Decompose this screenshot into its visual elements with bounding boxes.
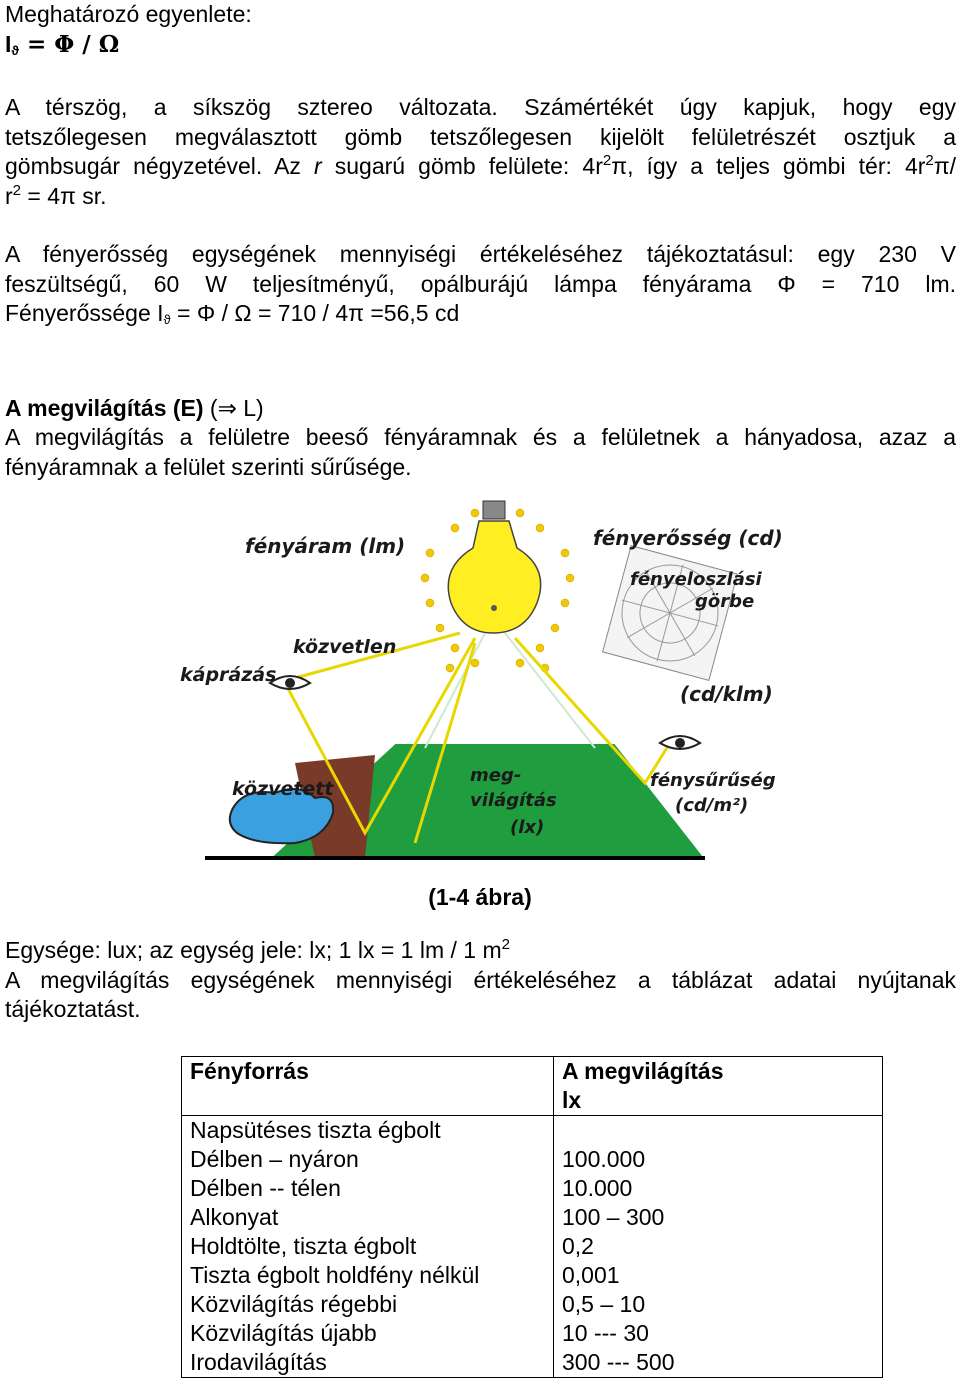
units-block	[5, 936, 956, 1025]
label-fenyerosseg: fényerősség (cd)	[593, 526, 783, 550]
label-meg-1: meg-	[470, 765, 522, 786]
solid-angle-line-2: tetszőlegesen megválasztott gömb tetszőlegesen kijelölt felületrészét osztjuk a	[5, 123, 956, 150]
table-row-value: 0,2	[562, 1233, 594, 1259]
table-row-value: 10 --- 30	[562, 1320, 649, 1346]
label-meg-3: (lx)	[510, 817, 545, 838]
table-row-value: 100 – 300	[562, 1204, 665, 1230]
table-row-value	[562, 1116, 874, 1145]
illuminance-line-1: A megvilágítás a felületre beeső fényáramnak és a felületnek a hányadosa, azaz a	[5, 424, 956, 450]
table-row-source: Alkonyat	[190, 1204, 279, 1230]
solid-angle-line-4: $r^2 = 4\pi$ sr.	[5, 181, 107, 209]
intensity-line-3: Fényerőssége Iϑ = Φ / Ω = 710 / 4π =56,5 cd	[5, 300, 460, 327]
solid-angle-line-1: A térszög, a síkszög sztereo változata. Számértékét úgy kapjuk, hogy egy	[5, 94, 956, 120]
label-meg-2: világítás	[470, 790, 557, 811]
intensity-line-2: feszültségű, 60 W teljesítményű, opálburájú lámpa fényárama Φ = 710 lm.	[5, 270, 956, 297]
table-row-source: Holdtölte, tiszta égbolt	[190, 1233, 417, 1259]
table-row-source: Napsütéses tiszta égbolt	[190, 1117, 441, 1143]
units-line-1: Egysége: lux; az egység jele: lx; 1 lx = 1 lm / 1 $m^2$	[5, 936, 510, 963]
distribution-curve-panel	[603, 546, 738, 681]
label-cd-m2: (cd/m²)	[675, 795, 749, 816]
illuminance-line-2: fényáramnak a felület szerinti sűrűsége.	[5, 453, 412, 480]
intensity-line-1: A fényerősség egységének mennyiségi értékeléséhez tájékoztatásul: egy 230 V	[5, 241, 956, 267]
label-kozvetett: közvetett	[232, 778, 334, 800]
header-source: Fényforrás	[182, 1057, 554, 1116]
label-fenyeloszlasi-1: fényeloszlási	[630, 569, 762, 590]
table-row-source: Délben -- télen	[190, 1175, 341, 1201]
table-body-row	[182, 1116, 883, 1378]
label-kozvetlen: közvetlen	[293, 636, 397, 658]
document-page	[5, 0, 956, 482]
illumination-figure	[175, 493, 790, 868]
source-column	[182, 1116, 554, 1378]
table-row-value: 300 --- 500	[562, 1349, 675, 1375]
table-row-value: 100.000	[562, 1146, 646, 1172]
table-row-value: 10.000	[562, 1175, 633, 1201]
table-row-source: Közvilágítás újabb	[190, 1320, 377, 1346]
light-bulb	[448, 501, 540, 633]
eye-icon-right	[660, 736, 700, 749]
illuminance-table	[181, 1056, 883, 1378]
units-line-3: tájékoztatást.	[5, 996, 141, 1022]
equation-heading: Meghatározó egyenlete:	[5, 1, 252, 27]
units-line-2: A megvilágítás egységének mennyiségi értékeléséhez a táblázat adatai nyújtanak	[5, 966, 956, 993]
table-row-source: Tiszta égbolt holdfény nélkül	[190, 1262, 480, 1288]
label-fenyeloszlasi-2: görbe	[695, 591, 755, 612]
table-header-row	[182, 1057, 883, 1116]
figure-caption: (1-4 ábra)	[428, 884, 532, 910]
label-kaprazas: káprázás	[180, 664, 277, 686]
solid-angle-line-3: gömbsugár négyzetével. Az r sugarú gömb felülete: $4r^2\pi$, így a teljes gömbi tér: $4r^2\pi/$	[5, 152, 957, 179]
label-cd-klm: (cd/klm)	[680, 682, 773, 706]
header-value: A megvilágítás lx	[554, 1057, 883, 1116]
table-row-source: Közvilágítás régebbi	[190, 1291, 398, 1317]
table-row-source: Délben – nyáron	[190, 1146, 359, 1172]
value-column	[554, 1116, 883, 1378]
table-row-source: Irodavilágítás	[190, 1349, 327, 1375]
table-row-value: 0,001	[562, 1262, 620, 1288]
equation-line: Iϑ = Φ / Ω	[5, 30, 120, 58]
label-fenyaram: fényáram (lm)	[245, 534, 406, 558]
table-row-value: 0,5 – 10	[562, 1291, 646, 1317]
label-fenysuruseg: fénysűrűség	[650, 770, 776, 791]
section-title: A megvilágítás (E) (⇒ L)	[5, 394, 264, 421]
